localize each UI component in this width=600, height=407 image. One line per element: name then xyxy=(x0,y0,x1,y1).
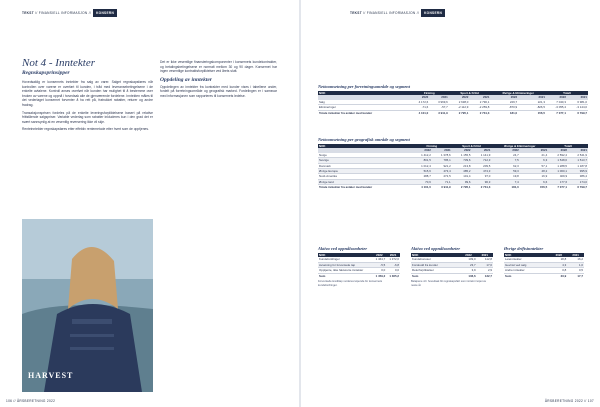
paragraph: Transaksjonsprisen fordeles på de enkelte leveringsforpliktelsene basert på relative frittstående salgspriser. Variable vederlag som rabatter inkluderes kun i den grad det er svært sannsynlig at en vesentlig reversering ikke vil skje. xyxy=(22,110,153,124)
cell-value: 2,9 xyxy=(477,268,493,273)
group-header: Firming xyxy=(423,91,435,95)
cell-value: 177,6 xyxy=(548,179,568,184)
cell-value: 70,6 xyxy=(412,179,432,184)
row-label: Leieinntekter xyxy=(504,257,550,262)
cell-value: 213,8 xyxy=(452,163,472,168)
cell-value: 3,9 xyxy=(460,268,476,273)
cell-value: 485,2 xyxy=(452,169,472,174)
cell-value: 1 012,4 xyxy=(412,163,432,168)
year: 2022 xyxy=(490,95,518,99)
cell-value: 1 141,9 xyxy=(472,153,492,158)
group-header: Sport & Fritid xyxy=(460,91,479,95)
cell-value: 48,2 xyxy=(520,169,548,174)
other-income-table: Øvrige driftsinntekter NOK 2022 2021 Leieinntekter 18,8 16,2 Gevinst ved salg 4,3 1,0 Andre inntekter 0,8 0,5 Sum 23,9 17,7 xyxy=(504,246,583,278)
left-page xyxy=(0,0,299,407)
assets-table: Aktiva ved oppnålsomheter NOK 2022 2021 Kundefordringer 1 464,7 1 372,0 Avsetning for forventede tap -5,5 -6,8 Opptjente, ikke fakturerte inntekter 0,0 0,0 Sum 1 459,2 1 365,2 Forventede kredittap vurderes løpende for konsernets kundefordringer. xyxy=(318,246,399,287)
note-subtitle: Regnskapsprinsipper xyxy=(22,70,70,76)
cell-value: 1 372,0 xyxy=(386,257,400,262)
cell-value: 71,1 xyxy=(432,179,452,184)
page-footer-right: ÅRSBERETNING 2022 // 107 xyxy=(544,399,594,403)
row-label: Øvrige Europa xyxy=(318,169,412,174)
table-caption: Nettoomsetning per forretningsområde og segment xyxy=(318,84,410,89)
cell-value: 2 541,9 xyxy=(568,153,588,158)
year: 2021 xyxy=(429,95,448,99)
table-row: Elimineringer -71,6 -57,7 -2 112,9 -2 259,8 -870,9 -826,5 -3 055,4 -3 144,0 xyxy=(319,105,587,110)
paragraph: Det er ikke vesentlige finansieringskomponenter i konsernets kundekontrakter, og betalingsbetingelsene er normalt mellom 30 og 90 dager. Konsernet har ingen vesentlige kontraktsforpliktelser ved årets slutt. xyxy=(160,60,277,74)
cell-value: 16,2 xyxy=(567,257,584,262)
cell-value: 112,8 xyxy=(477,257,493,262)
photo-illustration xyxy=(22,219,153,392)
cell-value: 386,4 xyxy=(568,174,588,179)
cell-value: 921,2 xyxy=(432,163,452,168)
cell-value: 6,6 xyxy=(520,179,548,184)
row-label: Nord-Amerika xyxy=(318,174,412,179)
cell-value: 17,0 xyxy=(477,262,493,267)
cell-value: 712,3 xyxy=(472,158,492,163)
cell-value: 474,3 xyxy=(472,169,492,174)
cell-value: 409,9 xyxy=(548,174,568,179)
cell-value: 101,4 xyxy=(452,174,472,179)
cell-value: 57,1 xyxy=(520,163,548,168)
section-heading: Oppdeling av inntekter xyxy=(160,76,212,83)
cell-value: 109,0 xyxy=(460,257,476,262)
row-label: Danmark xyxy=(318,163,412,168)
cell-value: 1 378,6 xyxy=(432,153,452,158)
cell-value: 7,4 xyxy=(491,179,519,184)
geographic-revenue-table: Nettoomsetning per geografisk område og segment NOK Firming Sport & Fritid Øvrige & Elimineringer Totalt 2022 2021 2022 2021 2022 2021 2022 2021 Norge 1 412,2 1 378,6 1 155,5 1 141,9 24,7 21,4 2 592,4 2 541,9 Sverige 801,5 795,1 739,6 712,3 7,5 6,3 1 548,6 1 513,7 Danmark 1 012,4 921,2 213,8 209,5 62,3 57,1 1 288,5 1 187,8 Øvrige Europa 515,6 473,4 485,2 474,3 59,3 48,2 1 060,1 995,9 Nord-Amerika 288,7 272,5 101,4 97,0 19,8 16,9 409,9 386,4 Øvrige land 70,6 71,1 99,6 96,3 7,4 6,6 177,6 174,0 Totale inntekter fra avtaler med kunder 4 101,0 3 911,9 2 795,1 2 731,3 181,0 156,5 7 077,1 6 799,7 xyxy=(318,137,587,190)
cell-value: 1 464,7 xyxy=(372,257,386,262)
cell-value: -6,8 xyxy=(386,262,400,267)
row-label: Avsetning for forventede tap xyxy=(318,262,372,267)
cell-value: 0,8 xyxy=(550,268,567,273)
liabilities-table: Aktiva ved oppnålsomheter NOK 2022 2021 Kundebonuser 109,0 112,8 Forskudd fra kunder 23,7 17,0 Returforpliktelser 3,9 2,9 Sum 136,6 132,7 Beløpene vil i hovedsak bli regnskapsført som inntekt i løpet av neste år. xyxy=(411,246,492,287)
cell-value: 209,5 xyxy=(472,163,492,168)
row-label: Norge xyxy=(318,153,412,158)
cell-value: 23,7 xyxy=(460,262,476,267)
unit-header: NOK xyxy=(319,91,326,95)
cell-value: 96,3 xyxy=(472,179,492,184)
cell-value: 62,3 xyxy=(491,163,519,168)
cell-value: 1 187,8 xyxy=(568,163,588,168)
brand-logo: HARVEST xyxy=(28,371,74,380)
body-column-1 xyxy=(22,80,153,132)
cell-value: 1,0 xyxy=(567,262,584,267)
cell-value: 16,9 xyxy=(520,174,548,179)
cell-value: -5,5 xyxy=(372,262,386,267)
segment-revenue-table xyxy=(318,84,588,115)
cell-value: 4,3 xyxy=(550,262,567,267)
year: 2021 xyxy=(469,95,490,99)
year: 2021 xyxy=(518,95,546,99)
cell-value: 97,0 xyxy=(472,174,492,179)
cell-value: 59,3 xyxy=(491,169,519,174)
table-caption: Nettoomsetning per geografisk område og segment xyxy=(318,137,410,142)
row-label: Opptjente, ikke fakturerte inntekter xyxy=(318,268,372,273)
cell-value: 2 592,4 xyxy=(548,153,568,158)
year: 2022 xyxy=(546,95,567,99)
cell-value: 1 288,5 xyxy=(548,163,568,168)
row-label: Gevinst ved salg xyxy=(504,262,550,267)
year: 2021 xyxy=(567,95,588,99)
paragraph: Renteinntekter regnskapsføres etter effektiv rentemetode etter hvert som de opptjenes. xyxy=(22,127,149,132)
cell-value: 272,5 xyxy=(432,174,452,179)
row-label: Øvrige land xyxy=(318,179,412,184)
group-header: Øvrige & Elimineringer xyxy=(502,91,534,95)
paragraph: Hovedsaklig er konsernets inntekter fra salg av varer. Salget regnskapsføres når kontrollen over varene er overført til kunden, i tråd med leveransebetingelsene i de enkelte avtalene. Kontroll anses overført når kunden har mulighet til å bestemme over bruken av varene og oppnå i hovedsak alle de gjenværende fordelene. Inntekten måles til det vederlaget konsernet forventer å ha rett på, fratrukket rabatter, returer og andre fradrag. xyxy=(22,80,153,107)
cell-value: 24,7 xyxy=(491,153,519,158)
year: 2022 xyxy=(449,95,470,99)
cell-value: 0,0 xyxy=(372,268,386,273)
page-header-right: TEKST // FINANSIELL INFORMASJON // KONSERN xyxy=(350,9,445,17)
cell-value: 7,5 xyxy=(491,158,519,163)
cell-value: 515,6 xyxy=(412,169,432,174)
body-column-2 xyxy=(160,60,277,99)
table-row: Salg 4 172,6 3 969,6 2 638,0 2 790,1 229,7 221,3 7 040,3 6 981,0 xyxy=(319,99,587,104)
cell-value: 288,7 xyxy=(412,174,432,179)
row-label: Forskudd fra kunder xyxy=(411,262,460,267)
cell-value: 174,0 xyxy=(568,179,588,184)
cell-value: 801,5 xyxy=(412,158,432,163)
row-label: Returforpliktelser xyxy=(411,268,460,273)
cell-value: 1 412,2 xyxy=(412,153,432,158)
cell-value: 1 548,6 xyxy=(548,158,568,163)
row-label: Sverige xyxy=(318,158,412,163)
cell-value: 0,5 xyxy=(567,268,584,273)
cell-value: 995,9 xyxy=(568,169,588,174)
table-total-row: Totale inntekter fra avtaler med kunder 4 101,0 3 911,9 2 795,1 2 731,3 181,0 156,5 7 077,1 6 799,7 xyxy=(319,110,587,115)
page-header-left: TEKST // FINANSIELL INFORMASJON // KONSERN xyxy=(22,9,117,17)
cell-value: 18,8 xyxy=(550,257,567,262)
year: 2022 xyxy=(410,95,429,99)
table-total-row: Totale inntekter fra avtaler med kunder 4 101,0 3 911,9 2 795,1 2 731,3 181,0 156,5 7 077,1 6 799,7 xyxy=(319,185,587,190)
cell-value: 99,6 xyxy=(452,179,472,184)
cell-value: 1 513,7 xyxy=(568,158,588,163)
row-label: Kundebonuser xyxy=(411,257,460,262)
right-page xyxy=(301,0,600,407)
cell-value: 6,3 xyxy=(520,158,548,163)
cell-value: 0,0 xyxy=(386,268,400,273)
cell-value: 739,6 xyxy=(452,158,472,163)
product-photo xyxy=(22,219,153,392)
paragraph: Oppdelingen av inntekter fra kontrakter med kunder vises i tabellene under, fordelt på forretningsområde og geografisk marked. Fordelingen er i samsvar med informasjonen som rapporteres til konsernets ledelse. xyxy=(160,84,277,98)
cell-value: 473,4 xyxy=(432,169,452,174)
row-label: Kundefordringer xyxy=(318,257,372,262)
cell-value: 1 060,1 xyxy=(548,169,568,174)
cell-value: 795,1 xyxy=(432,158,452,163)
row-label: Andre inntekter xyxy=(504,268,550,273)
cell-value: 21,4 xyxy=(520,153,548,158)
cell-value: 19,8 xyxy=(491,174,519,179)
page-footer-left: 106 // ÅRSBERETNING 2022 xyxy=(6,399,56,403)
cell-value: 1 155,5 xyxy=(452,153,472,158)
note-title: Not 4 - Inntekter xyxy=(22,57,96,69)
group-header: Totalt xyxy=(563,91,571,95)
